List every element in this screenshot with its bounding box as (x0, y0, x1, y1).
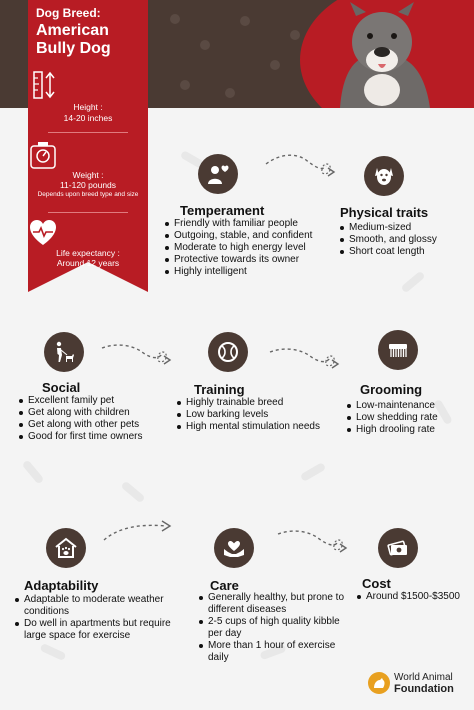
ball-icon (216, 340, 240, 364)
list-item: Low barking levels (176, 409, 326, 421)
list-item: More than 1 hour of exercise daily (198, 640, 354, 664)
weight-note: Depends upon breed type and size (37, 191, 139, 198)
dashed-arrow (262, 150, 338, 184)
grooming-list (346, 400, 470, 436)
list-item: Adaptable to moderate weather conditions (14, 594, 172, 618)
care-icon-badge (214, 528, 254, 568)
person-walking-dog-icon (52, 340, 76, 364)
logo-line2: Foundation (394, 683, 454, 695)
cost-list (356, 591, 466, 603)
person-heart-icon (206, 162, 230, 186)
adaptability-list (14, 594, 172, 642)
list-item: Low shedding rate (346, 412, 470, 424)
list-item: Medium-sized (339, 222, 469, 234)
paw-pattern (200, 40, 210, 50)
logo-line1: World Animal (394, 672, 453, 683)
paw-pattern (225, 88, 235, 98)
comb-icon (386, 338, 410, 362)
breed-banner (28, 0, 148, 292)
logo-mark (368, 672, 390, 694)
list-item: Good for first time owners (18, 431, 178, 443)
training-heading: Training (194, 382, 245, 397)
list-item: Smooth, and glossy (339, 234, 469, 246)
paw-pattern (240, 16, 250, 26)
physical-traits-list (339, 222, 469, 258)
dashed-arrow (274, 526, 350, 560)
list-item: Outgoing, stable, and confident (164, 230, 334, 242)
list-item: Low-maintenance (346, 400, 470, 412)
money-icon (386, 536, 410, 560)
banner-breed-name: American Bully Dog (36, 22, 111, 57)
animal-silhouette-icon (368, 672, 390, 694)
banner-divider (48, 132, 128, 133)
weight-value: 11-120 pounds (59, 180, 117, 190)
paw-pattern (180, 80, 190, 90)
banner-divider (48, 212, 128, 213)
list-item: Around $1500-$3500 (356, 591, 466, 603)
paw-pattern (170, 14, 180, 24)
bone-pattern (22, 459, 45, 484)
grooming-heading: Grooming (360, 382, 423, 397)
dog-house-icon (54, 536, 78, 560)
list-item: Protective towards its owner (164, 254, 334, 266)
temperament-icon-badge (198, 154, 238, 194)
grooming-icon-badge (378, 330, 418, 370)
paw-pattern (290, 30, 300, 40)
bone-pattern (400, 271, 425, 294)
dog-face-icon (372, 164, 396, 188)
adaptability-heading: Adaptability (24, 578, 99, 593)
adaptability-icon-badge (46, 528, 86, 568)
bone-pattern (120, 481, 145, 504)
bone-pattern (300, 462, 327, 482)
dashed-arrow (100, 518, 176, 552)
training-list (176, 397, 326, 433)
list-item: Get along with children (18, 407, 178, 419)
list-item: Highly trainable breed (176, 397, 326, 409)
heartbeat-icon (28, 218, 58, 248)
paw-pattern (270, 60, 280, 70)
list-item: High mental stimulation needs (176, 421, 326, 433)
social-icon-badge (44, 332, 84, 372)
heart-hands-icon (222, 536, 246, 560)
physical-traits-heading: Physical traits (340, 205, 429, 220)
list-item: Generally healthy, but prone to different diseases (198, 592, 354, 616)
list-item: Moderate to high energy level (164, 242, 334, 254)
care-list (198, 592, 354, 664)
bone-pattern (40, 643, 67, 661)
dashed-arrow (98, 338, 174, 372)
list-item: Do well in apartments but require large space for exercise (14, 618, 172, 642)
temperament-heading: Temperament (180, 203, 265, 218)
training-icon-badge (208, 332, 248, 372)
cost-icon-badge (378, 528, 418, 568)
cost-heading: Cost (362, 576, 391, 591)
world-animal-foundation-logo (368, 666, 468, 702)
banner-label-small: Dog Breed: (36, 6, 101, 20)
height-ruler-icon (28, 70, 58, 100)
temperament-list (164, 218, 334, 278)
list-item: Get along with other pets (18, 419, 178, 431)
social-heading: Social (42, 380, 81, 395)
list-item: High drooling rate (346, 424, 470, 436)
life-expectancy-value: Around 12 years (56, 258, 120, 268)
list-item: 2-5 cups of high quality kibble per day (198, 616, 354, 640)
dashed-arrow (266, 342, 342, 376)
dog-photo (322, 2, 442, 108)
care-heading: Care (210, 578, 239, 593)
list-item: Highly intelligent (164, 266, 334, 278)
social-list (18, 395, 178, 443)
height-value: 14-20 inches (63, 113, 113, 123)
weight-label: Weight : (72, 170, 104, 180)
life-expectancy-label: Life expectancy : (56, 248, 120, 258)
weight-scale-icon (28, 140, 58, 170)
list-item: Excellent family pet (18, 395, 178, 407)
list-item: Short coat length (339, 246, 469, 258)
height-label: Height : (73, 102, 103, 112)
list-item: Friendly with familiar people (164, 218, 334, 230)
physical-traits-icon-badge (364, 156, 404, 196)
